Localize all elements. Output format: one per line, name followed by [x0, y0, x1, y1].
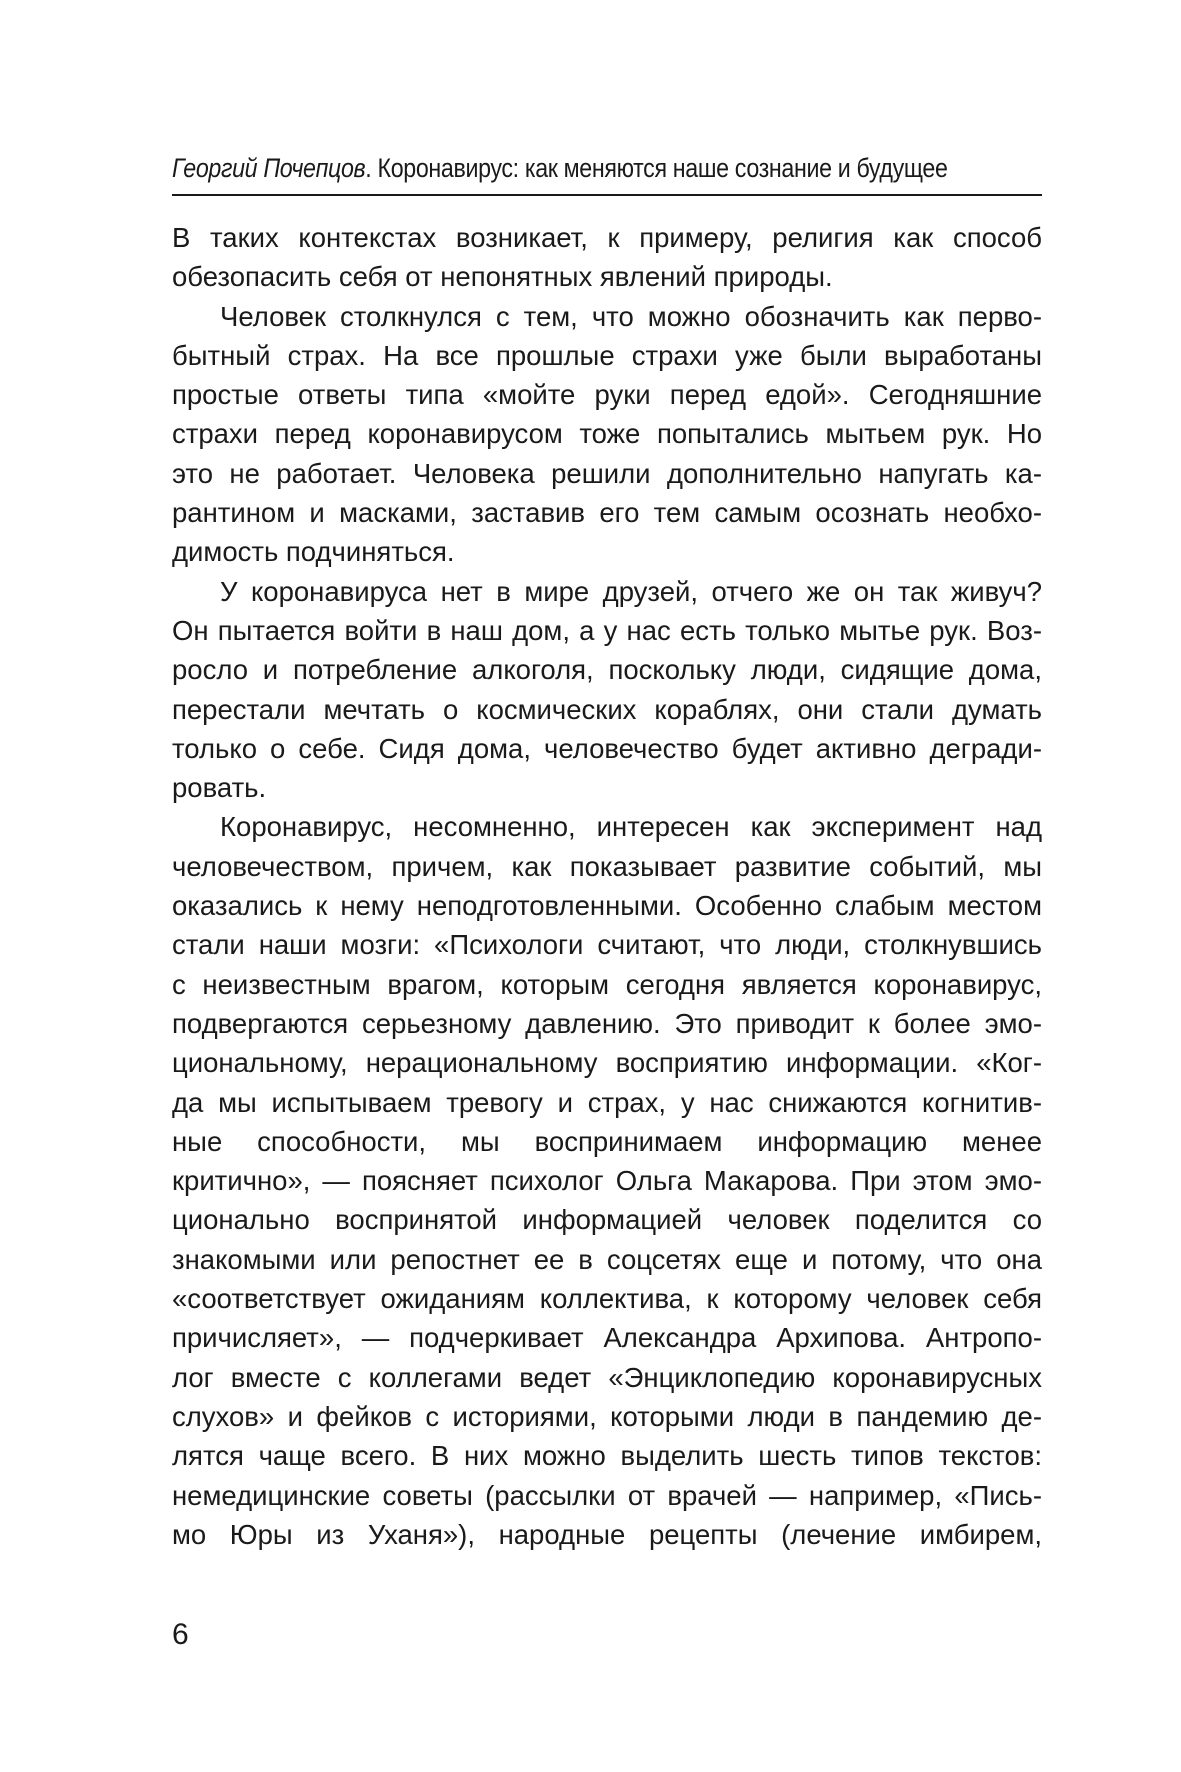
text-line: немедицинские советы (рассылки от врачей — например, «Пись- [172, 1479, 1042, 1511]
text-line: циональному, нерациональному восприятию информации. «Ког- [172, 1047, 1042, 1079]
text-line: простые ответы типа «мойте руки перед едой». Сегодняшние [172, 379, 1042, 411]
text-line: ные способности, мы воспринимаем информацию менее [172, 1125, 1042, 1157]
body-text [172, 218, 1042, 1554]
text-line: Коронавирус, несомненно, интересен как эксперимент над [220, 811, 1042, 843]
header-separator: . [365, 153, 378, 183]
text-line: с неизвестным врагом, которым сегодня является коронавирус, [172, 968, 1042, 1000]
text-line: Человек столкнулся с тем, что можно обозначить как перво- [220, 300, 1042, 332]
header-title: Коронавирус: как меняются наше сознание и будущее [377, 153, 948, 183]
text-line: «соответствует ожиданиям коллектива, к которому человек себя [172, 1283, 1042, 1315]
text-line: слухов» и фейков с историями, которыми люди в пандемию де- [172, 1400, 1042, 1432]
paragraph [172, 297, 1042, 572]
text-line: росло и потребление алкоголя, поскольку люди, сидящие дома, [172, 654, 1042, 686]
text-line: да мы испытываем тревогу и страх, у нас снижаются когнитив- [172, 1086, 1042, 1118]
text-line: В таких контекстах возникает, к примеру, религия как способ [172, 222, 1042, 253]
text-line: знакомыми или репостнет ее в соцсетях еще и потому, что она [172, 1243, 1042, 1275]
text-line: обезопасить себя от непонятных явлений природы. [172, 261, 833, 293]
header-author: Георгий Почепцов [172, 153, 366, 183]
text-line: мо Юры из Уханя»), народные рецепты (лечение имбирем, [172, 1518, 1042, 1550]
page-number: 6 [172, 1618, 189, 1651]
text-line: Он пытается войти в наш дом, а у нас есть только мытье рук. Воз- [172, 614, 1042, 646]
text-line: критично», — поясняет психолог Ольга Макарова. При этом эмо- [172, 1165, 1042, 1197]
text-line: перестали мечтать о космических кораблях, они стали думать [172, 693, 1042, 725]
text-line: рантином и масками, заставив его тем самым осознать необхо- [172, 497, 1042, 529]
text-line: человечеством, причем, как показывает развитие событий, мы [172, 850, 1042, 882]
text-line: лятся чаще всего. В них можно выделить шесть типов текстов: [172, 1440, 1042, 1472]
text-line: лог вместе с коллегами ведет «Энциклопедию коронавирусных [172, 1361, 1042, 1393]
text-line: это не работает. Человека решили дополнительно напугать ка- [172, 457, 1042, 489]
text-line: причисляет», — подчеркивает Александра Архипова. Антропо- [172, 1322, 1042, 1354]
text-line: ционально воспринятой информацией человек поделится со [172, 1204, 1042, 1236]
header-rule [172, 194, 1042, 196]
text-line: ровать. [172, 772, 267, 804]
paragraph [172, 218, 1042, 297]
text-line: оказались к нему неподготовленными. Особенно слабым местом [172, 890, 1042, 922]
text-line: У коронавируса нет в мире друзей, отчего же он так живуч? [220, 575, 1042, 607]
paragraph [172, 807, 1042, 1554]
text-line: стали наши мозги: «Психологи считают, что люди, столкнувшись [172, 929, 1042, 961]
text-line: бытный страх. На все прошлые страхи уже были выработаны [172, 339, 1042, 371]
text-line: страхи перед коронавирусом тоже попытались мытьем рук. Но [172, 418, 1042, 450]
paragraph [172, 572, 1042, 808]
text-line: только о себе. Сидя дома, человечество будет активно дегради- [172, 732, 1042, 764]
text-line: подвергаются серьезному давлению. Это приводит к более эмо- [172, 1007, 1042, 1039]
text-line: димость подчиняться. [172, 536, 455, 568]
running-header [172, 153, 948, 184]
